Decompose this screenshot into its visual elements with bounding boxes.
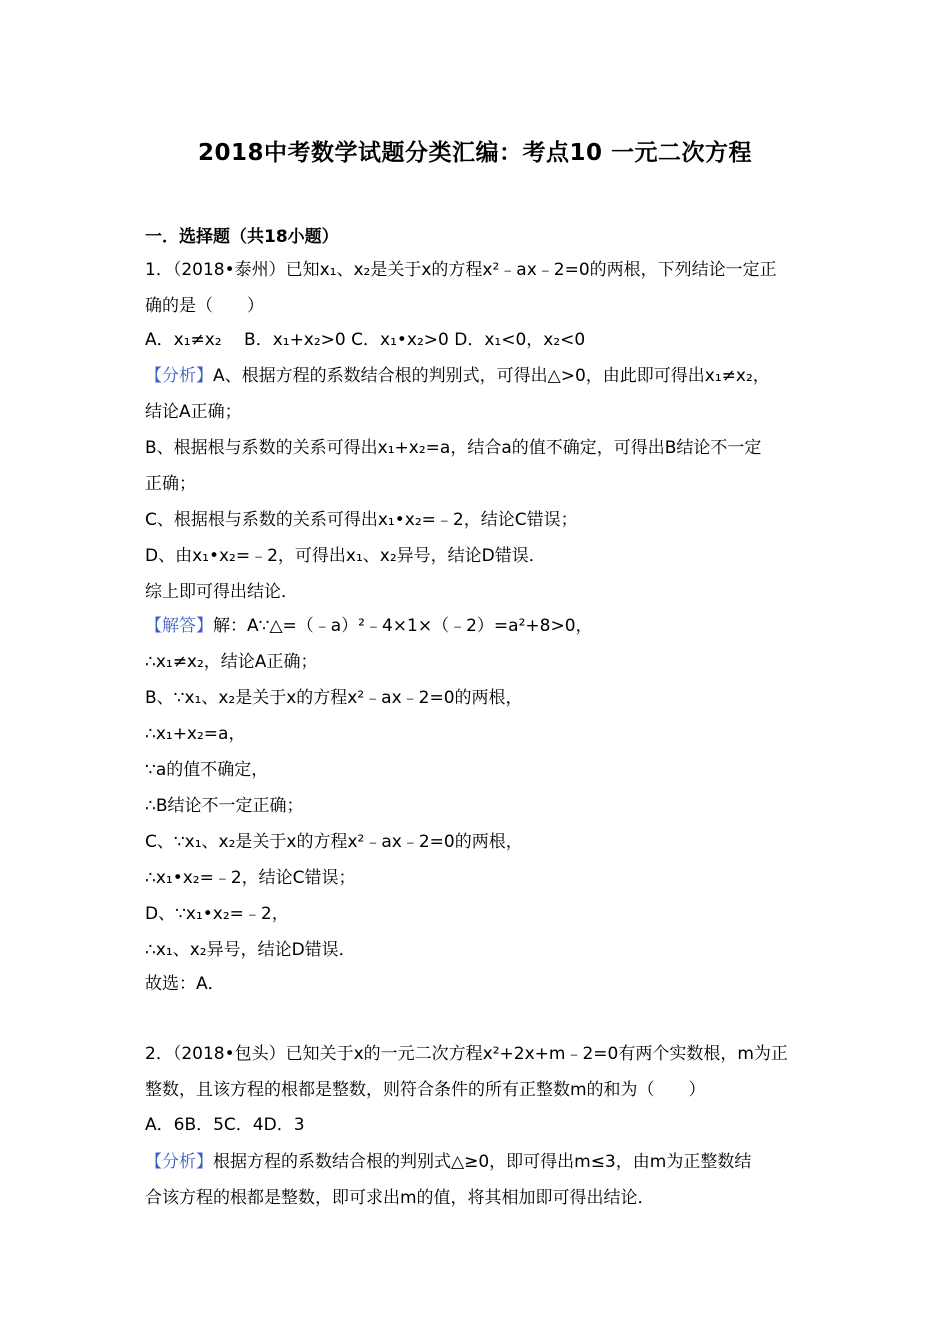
q1-stem-line1: 1．（2018•泰州）已知x₁、x₂是关于x的方程x²﹣ax﹣2=0的两根，下列结论一定正	[145, 260, 777, 280]
q1-answer-tag: 【解答】	[145, 616, 213, 636]
q1-answer-line1	[145, 614, 593, 638]
q1-analysis-line3: B、根据根与系数的关系可得出x₁+x₂=a，结合a的值不确定，可得出B结论不一定	[145, 438, 762, 458]
q1-analysis-line2: 结论A正确；	[145, 402, 242, 422]
q2-stem-line2: 整数，且该方程的根都是整数，则符合条件的所有正整数m的和为（ ）	[145, 1080, 706, 1100]
q1-answer-line2: ∴x₁≠x₂，结论A正确；	[145, 652, 318, 672]
q1-answer-line11: 故选：A．	[145, 974, 225, 994]
q1-answer-text1: 解：A∵△=（﹣a）²﹣4×1×（﹣2）=a²+8>0，	[213, 616, 593, 636]
q1-answer-line3: B、∵x₁、x₂是关于x的方程x²﹣ax﹣2=0的两根，	[145, 688, 523, 708]
q1-answer-line8: ∴x₁•x₂=﹣2，结论C错误；	[145, 868, 356, 888]
q1-stem-line2: 确的是（ ）	[145, 296, 264, 316]
document-title: 2018中考数学试题分类汇编：考点10 一元二次方程	[197, 140, 753, 166]
q2-stem-line1: 2．（2018•包头）已知关于x的一元二次方程x²+2x+m﹣2=0有两个实数根，m为正	[145, 1044, 788, 1064]
q1-answer-line7: C、∵x₁、x₂是关于x的方程x²﹣ax﹣2=0的两根，	[145, 832, 523, 852]
q1-answer-line9: D、∵x₁•x₂=﹣2，	[145, 904, 289, 924]
q1-analysis-line5: C、根据根与系数的关系可得出x₁•x₂=﹣2，结论C错误；	[145, 510, 578, 530]
q1-answer-line4: ∴x₁+x₂=a，	[145, 724, 246, 744]
section-heading: 一．选择题（共18小题）	[145, 227, 339, 247]
q1-analysis-line4: 正确；	[145, 474, 196, 494]
q2-options: A．6B．5C．4D．3	[145, 1115, 305, 1135]
q1-analysis-tag: 【分析】	[145, 366, 213, 386]
q2-analysis-tag: 【分析】	[145, 1152, 213, 1172]
q1-answer-line5: ∵a的值不确定，	[145, 760, 269, 780]
q2-analysis-line2: 合该方程的根都是整数，即可求出m的值，将其相加即可得出结论．	[145, 1188, 655, 1208]
q1-answer-line6: ∴B结论不一定正确；	[145, 796, 304, 816]
q1-answer-line10: ∴x₁、x₂异号，结论D错误．	[145, 940, 356, 960]
q2-analysis-text1: 根据方程的系数结合根的判别式△≥0，即可得出m≤3，由m为正整数结	[213, 1152, 752, 1172]
q1-analysis-line7: 综上即可得出结论．	[145, 582, 298, 602]
q1-analysis-line1	[145, 364, 770, 388]
q1-analysis-text1: A、根据方程的系数结合根的判别式，可得出△>0，由此即可得出x₁≠x₂，	[213, 366, 770, 386]
q2-analysis-line1	[145, 1150, 751, 1174]
q1-options: A．x₁≠x₂ B．x₁+x₂>0 C．x₁•x₂>0 D．x₁<0，x₂<0	[145, 330, 586, 350]
q1-analysis-line6: D、由x₁•x₂=﹣2，可得出x₁、x₂异号，结论D错误．	[145, 546, 546, 566]
